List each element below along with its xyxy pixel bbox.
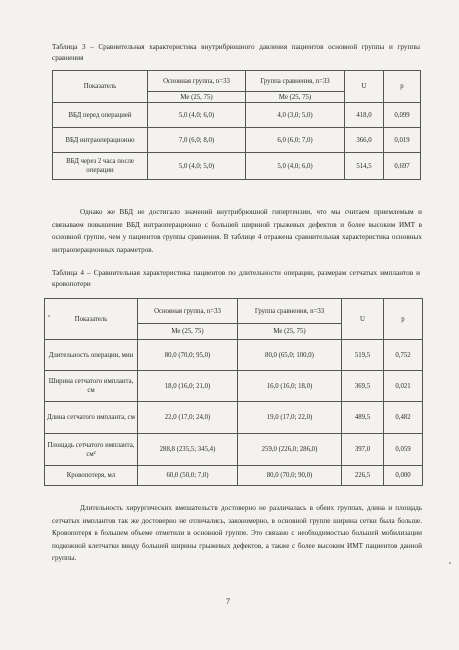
table-row (45, 340, 423, 371)
row-comp-value: 16,0 (16,0; 18,0) (238, 371, 342, 402)
row-main-value: 7,0 (6,0; 8,0) (148, 128, 246, 153)
table3-header-p: p (384, 71, 421, 103)
row-p-value: 0,752 (384, 340, 423, 371)
row-comp-value: 80,0 (65,0; 100,0) (238, 340, 342, 371)
paragraph1-text: Однако же ВБД не достигало значений внутрибрюшной гипертензии, что мы считаем приемлемым и связываем повышение ВБД интраоперационно с большей шириной грыжевых дефектов и более высоким ИМТ в основной группе, чем у пациентов группы сравнения. В таблице 4 отражена сравнительная характеристика основных интраоперационных параметров. (52, 208, 422, 254)
row-u-value: 489,5 (342, 402, 384, 434)
row-u-value: 519,5 (342, 340, 384, 371)
row-main-value: 5,0 (4,0; 5,0) (148, 153, 246, 180)
table4-header-median-comp: Me (25, 75) (238, 324, 342, 340)
table3-header-indicator: Показатель (53, 71, 148, 103)
row-u-value: 369,5 (342, 371, 384, 402)
table3-header-main-group: Основная группа, n=33 (148, 71, 246, 92)
row-label: Длительность операции, мин (45, 340, 138, 371)
row-p-value: 0,019 (384, 128, 421, 153)
row-main-value: 288,8 (235,5; 345,4) (138, 434, 238, 466)
row-u-value: 514,5 (345, 153, 384, 180)
table4-header-median-main: Me (25, 75) (138, 324, 238, 340)
body-paragraph-2 (52, 502, 422, 565)
row-comp-value: 5,0 (4,0; 6,0) (246, 153, 345, 180)
table3-header-u: U (345, 71, 384, 103)
row-p-value: 0,099 (384, 103, 421, 128)
table4-header-u: U (342, 299, 384, 340)
row-comp-value: 80,0 (70,0; 90,0) (238, 466, 342, 486)
row-u-value: 226,5 (342, 466, 384, 486)
table4-header-p: p (384, 299, 423, 340)
row-label: Площадь сетчатого импланта, см² (45, 434, 138, 466)
row-label: ВБД интраоперационно (53, 128, 148, 153)
row-p-value: 0,697 (384, 153, 421, 180)
table-row (53, 128, 421, 153)
row-u-value: 418,0 (345, 103, 384, 128)
body-paragraph-1 (52, 206, 422, 256)
scan-speck (48, 315, 50, 317)
table-row (53, 103, 421, 128)
table-row (45, 466, 423, 486)
row-main-value: 18,0 (16,0; 21,0) (138, 371, 238, 402)
row-p-value: 0,000 (384, 466, 423, 486)
row-comp-value: 6,0 (6,0; 7,0) (246, 128, 345, 153)
table3-header-median-main: Me (25, 75) (148, 92, 246, 103)
table4-header-indicator: Показатель (45, 299, 138, 340)
row-main-value: 5,0 (4,0; 6,0) (148, 103, 246, 128)
row-p-value: 0,021 (384, 371, 423, 402)
table4-header-main-group: Основная группа, n=33 (138, 299, 238, 324)
table-row (53, 153, 421, 180)
table-row (45, 371, 423, 402)
paragraph2-text: Длительность хирургических вмешательств достоверно не различалась в обеих группах, длина и площадь сетчатых имплантов так же достоверно не отличались, закономерно, в основной группе ширина сетки была больше. Кровопотеря в большем объеме отметили в основной группе. Это связано с необходимостью большей мобилизации подкожной клетчатки ввиду большей ширины грыжевых дефектов, а также с более высоким ИМТ пациентов данной группы. (52, 504, 422, 563)
row-u-value: 366,0 (345, 128, 384, 153)
row-main-value: 22,0 (17,0; 24,0) (138, 402, 238, 434)
row-u-value: 397,0 (342, 434, 384, 466)
row-label: Ширина сетчатого импланта, см (45, 371, 138, 402)
row-main-value: 80,0 (70,0; 95,0) (138, 340, 238, 371)
row-label: ВБД через 2 часа после операции (53, 153, 148, 180)
scan-speck (449, 562, 451, 564)
table4-header-comparison-group: Группа сравнения, n=33 (238, 299, 342, 324)
row-p-value: 0,059 (384, 434, 423, 466)
row-label: Кровопотеря, мл (45, 466, 138, 486)
table3-header-median-comp: Me (25, 75) (246, 92, 345, 103)
row-comp-value: 4,0 (3,0; 5,0) (246, 103, 345, 128)
table4-caption: Таблица 4 – Сравнительная характеристика пациентов по длительности операции, размерам сетчатых имплантов и кровопотери (52, 269, 420, 288)
row-p-value: 0,482 (384, 402, 423, 434)
table4 (44, 298, 423, 486)
page-number: 7 (226, 597, 230, 606)
row-comp-value: 19,0 (17,0; 22,0) (238, 402, 342, 434)
table3-header-comparison-group: Группа сравнения, n=33 (246, 71, 345, 92)
table3 (52, 70, 421, 180)
row-label: ВБД перед операцией (53, 103, 148, 128)
table-row (45, 402, 423, 434)
table-row (45, 434, 423, 466)
row-comp-value: 259,0 (226,0; 286,0) (238, 434, 342, 466)
row-main-value: 60,0 (50,0; 7,0) (138, 466, 238, 486)
table3-caption: Таблица 3 – Сравнительная характеристика внутрибрюшного давления пациентов основной группы и группы сравнения (52, 43, 420, 62)
row-label: Длина сетчатого импланта, см (45, 402, 138, 434)
